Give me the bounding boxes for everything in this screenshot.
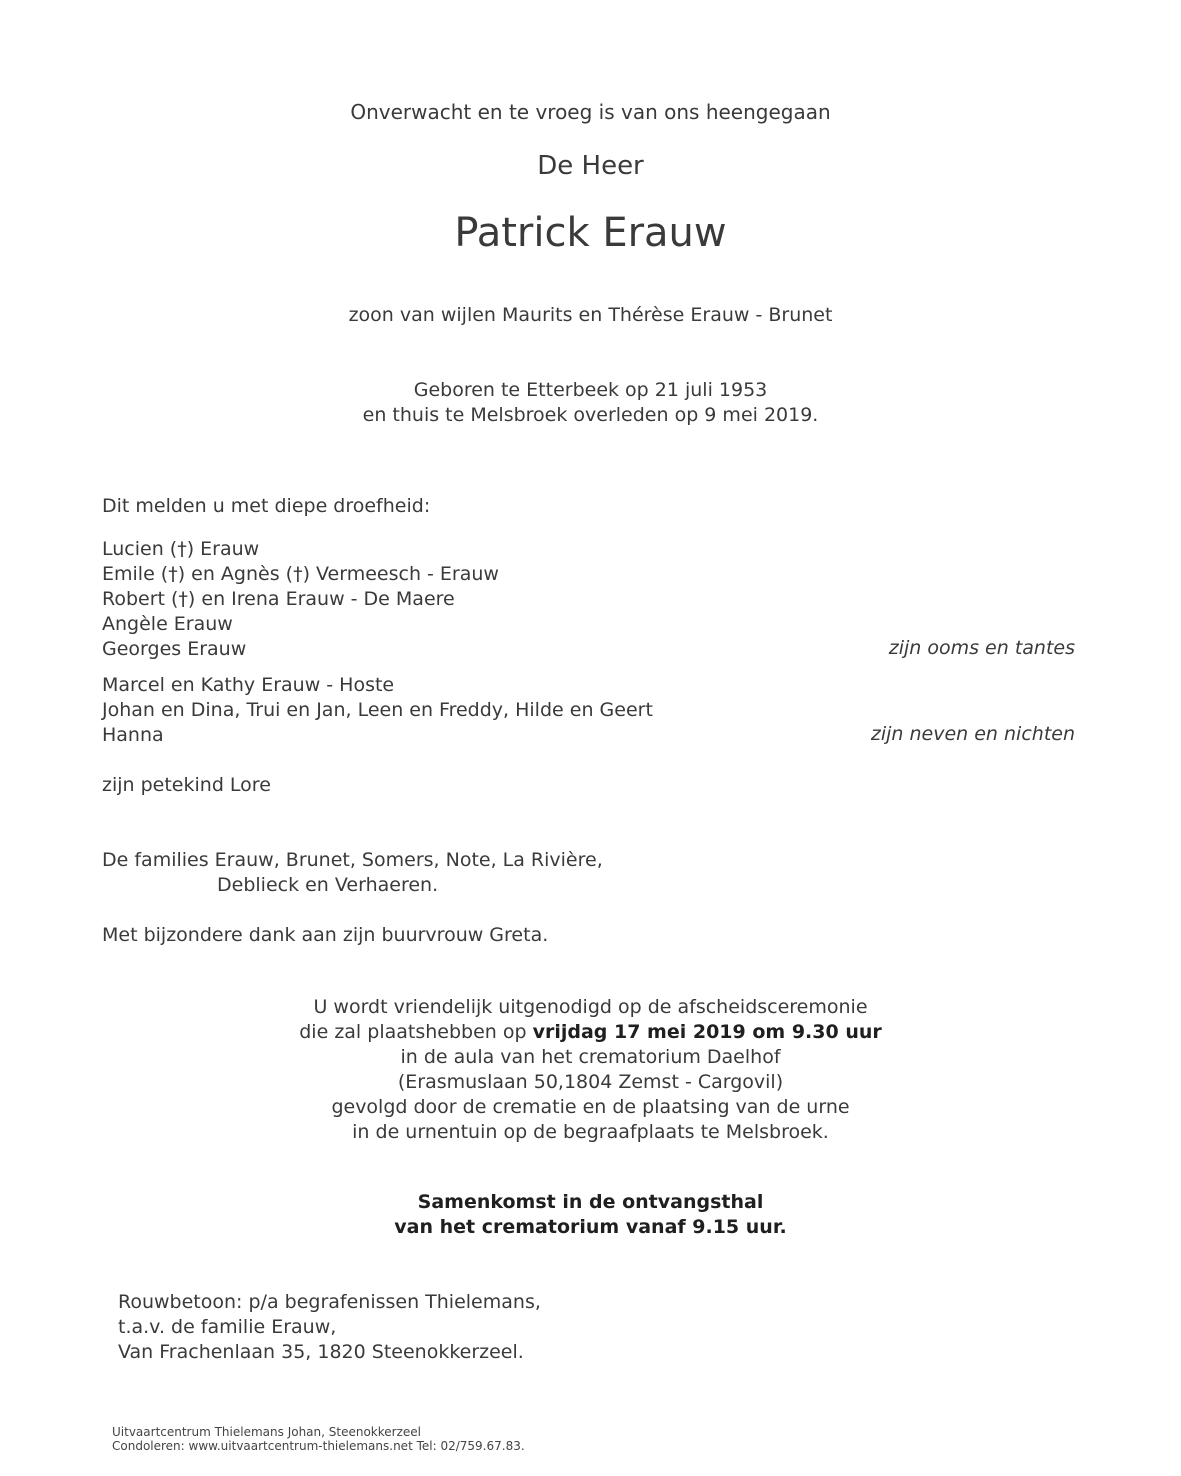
uncles-aunts-role: zijn ooms en tantes — [888, 637, 1075, 659]
ceremony-date: vrijdag 17 mei 2019 om 9.30 uur — [532, 1021, 882, 1043]
ceremony-line: U wordt vriendelijk uitgenodigd op de afscheidsceremonie — [313, 996, 868, 1018]
ceremony-line: in de aula van het crematorium Daelhof — [400, 1046, 781, 1068]
ceremony-line: gevolgd door de crematie en de plaatsing van de urne — [331, 1096, 850, 1118]
list-item: Angèle Erauw — [102, 613, 233, 635]
godchild-line: zijn petekind Lore — [102, 774, 271, 796]
birth-death-info — [0, 378, 1181, 428]
birth-line: Geboren te Etterbeek op 21 juli 1953 — [413, 379, 768, 401]
uncles-aunts-list — [102, 537, 499, 662]
families-line: De families Erauw, Brunet, Somers, Note, La Rivière, — [102, 849, 603, 871]
ceremony-date-prefix: die zal plaatshebben op — [299, 1021, 533, 1043]
honorific: De Heer — [537, 151, 644, 181]
cousins-role: zijn neven en nichten — [870, 723, 1075, 745]
announcement-lead: Dit melden u met diepe droefheid: — [102, 495, 431, 517]
gathering-block — [0, 1190, 1181, 1240]
list-item: Lucien (†) Erauw — [102, 538, 260, 560]
gathering-line: Samenkomst in de ontvangsthal — [417, 1191, 764, 1213]
intro-text: Onverwacht en te vroeg is van ons heengegaan — [350, 100, 831, 124]
list-item: Emile (†) en Agnès (†) Vermeesch - Erauw — [102, 563, 499, 585]
cousins-list — [102, 673, 653, 748]
list-item: Hanna — [102, 724, 164, 746]
families-line: Deblieck en Verhaeren. — [217, 874, 439, 896]
ceremony-date-line — [0, 1020, 1181, 1045]
ceremony-line: (Erasmuslaan 50,1804 Zemst - Cargovil) — [397, 1071, 784, 1093]
ceremony-block — [0, 995, 1181, 1145]
address-line: Rouwbetoon: p/a begrafenissen Thielemans, — [118, 1291, 541, 1313]
footer-line: Uitvaartcentrum Thielemans Johan, Steenokkerzeel — [112, 1425, 421, 1439]
death-line: en thuis te Melsbroek overleden op 9 mei 2019. — [362, 404, 819, 426]
footer — [112, 1425, 525, 1453]
gathering-line: van het crematorium vanaf 9.15 uur. — [394, 1216, 787, 1238]
list-item: Robert (†) en Irena Erauw - De Maere — [102, 588, 455, 610]
deceased-name: Patrick Erauw — [454, 210, 727, 256]
address-line: Van Frachenlaan 35, 1820 Steenokkerzeel. — [118, 1341, 524, 1363]
families-block — [102, 848, 603, 898]
parents-line: zoon van wijlen Maurits en Thérèse Erauw - Brunet — [348, 304, 833, 326]
list-item: Marcel en Kathy Erauw - Hoste — [102, 674, 395, 696]
footer-line: Condoleren: www.uitvaartcentrum-thielemans.net Tel: 02/759.67.83. — [112, 1439, 525, 1453]
thanks-line: Met bijzondere dank aan zijn buurvrouw Greta. — [102, 924, 549, 946]
list-item: Georges Erauw — [102, 638, 247, 660]
address-line: t.a.v. de familie Erauw, — [118, 1316, 337, 1338]
condolence-address — [118, 1290, 541, 1365]
ceremony-line: in de urnentuin op de begraafplaats te Melsbroek. — [352, 1121, 829, 1143]
list-item: Johan en Dina, Trui en Jan, Leen en Freddy, Hilde en Geert — [102, 699, 653, 721]
